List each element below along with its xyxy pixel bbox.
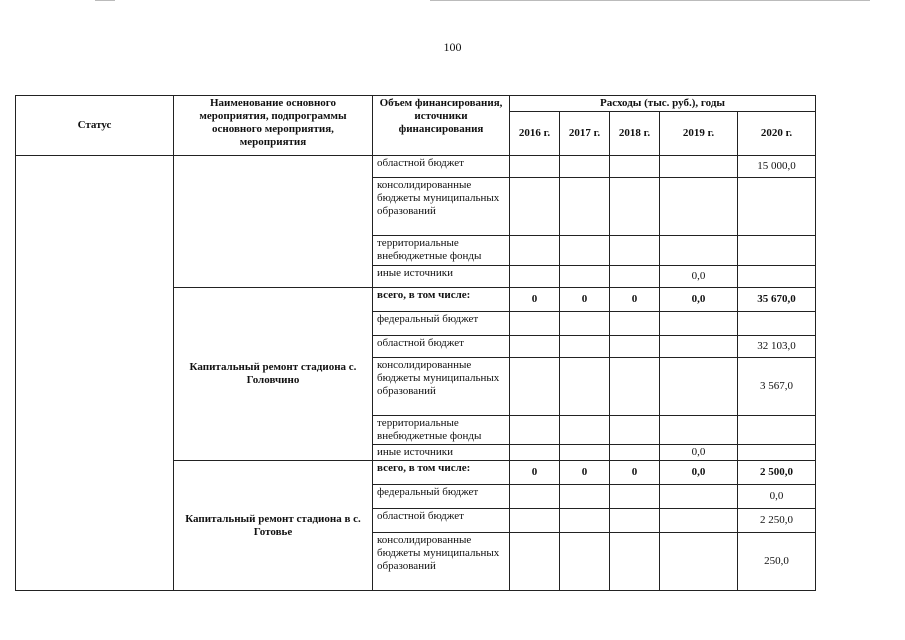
value-2019: 0,0: [660, 461, 738, 485]
value-2017: [560, 312, 610, 336]
value-2019: 0,0: [660, 445, 738, 461]
value-2018: [610, 533, 660, 591]
value-2017: [560, 533, 610, 591]
source-cell: консолидированные бюджеты муниципальных образований: [373, 533, 510, 591]
scan-edge-mark: [95, 0, 115, 1]
value-2017: [560, 509, 610, 533]
page-number: 100: [443, 40, 462, 54]
value-2017: [560, 358, 610, 416]
value-2018: [610, 509, 660, 533]
value-2016: [510, 416, 560, 445]
value-2020: 2 500,0: [738, 461, 816, 485]
value-2018: [610, 445, 660, 461]
source-cell: всего, в том числе:: [373, 288, 510, 312]
value-2020: 15 000,0: [738, 156, 816, 178]
value-2020: [738, 445, 816, 461]
source-cell: иные источники: [373, 266, 510, 288]
value-2020: [738, 416, 816, 445]
value-2016: [510, 236, 560, 266]
value-2018: [610, 266, 660, 288]
value-2016: [510, 266, 560, 288]
value-2020: [738, 178, 816, 236]
value-2019: 0,0: [660, 266, 738, 288]
header-year-2017: 2017 г.: [560, 112, 610, 156]
source-cell: федеральный бюджет: [373, 312, 510, 336]
value-2019: [660, 178, 738, 236]
value-2019: [660, 533, 738, 591]
source-cell: консолидированные бюджеты муниципальных образований: [373, 178, 510, 236]
value-2018: [610, 236, 660, 266]
value-2018: [610, 358, 660, 416]
source-cell: территориальные внебюджетные фонды: [373, 236, 510, 266]
value-2019: [660, 312, 738, 336]
source-cell: консолидированные бюджеты муниципальных образований: [373, 358, 510, 416]
value-2016: [510, 533, 560, 591]
section-name-cell: Капитальный ремонт стадиона в с. Готовье: [174, 461, 373, 591]
value-2019: [660, 156, 738, 178]
value-2019: [660, 358, 738, 416]
source-cell: областной бюджет: [373, 336, 510, 358]
value-2016: 0: [510, 288, 560, 312]
source-cell: федеральный бюджет: [373, 485, 510, 509]
value-2017: [560, 336, 610, 358]
value-2020: [738, 266, 816, 288]
value-2018: 0: [610, 461, 660, 485]
header-status: Статус: [16, 96, 174, 156]
header-volume: Объем финансирования, источники финансирования: [373, 96, 510, 156]
value-2018: [610, 178, 660, 236]
budget-table-container: [15, 95, 816, 591]
header-year-2016: 2016 г.: [510, 112, 560, 156]
value-2018: [610, 312, 660, 336]
value-2018: 0: [610, 288, 660, 312]
value-2019: [660, 236, 738, 266]
value-2019: 0,0: [660, 288, 738, 312]
value-2017: 0: [560, 288, 610, 312]
header-year-2018: 2018 г.: [610, 112, 660, 156]
source-cell: областной бюджет: [373, 509, 510, 533]
value-2018: [610, 336, 660, 358]
value-2019: [660, 509, 738, 533]
source-cell: территориальные внебюджетные фонды: [373, 416, 510, 445]
value-2020: 3 567,0: [738, 358, 816, 416]
value-2016: [510, 156, 560, 178]
value-2016: [510, 312, 560, 336]
value-2018: [610, 156, 660, 178]
value-2016: [510, 336, 560, 358]
value-2017: [560, 156, 610, 178]
value-2020: 2 250,0: [738, 509, 816, 533]
value-2016: [510, 178, 560, 236]
header-expenses: Расходы (тыс. руб.), годы: [510, 96, 816, 112]
table-row: [16, 156, 816, 178]
value-2017: [560, 485, 610, 509]
value-2016: [510, 358, 560, 416]
value-2018: [610, 416, 660, 445]
value-2017: [560, 236, 610, 266]
value-2020: [738, 312, 816, 336]
value-2017: 0: [560, 461, 610, 485]
value-2020: [738, 236, 816, 266]
value-2017: [560, 178, 610, 236]
value-2016: [510, 485, 560, 509]
source-cell: иные источники: [373, 445, 510, 461]
section-name-cell: [174, 156, 373, 288]
value-2020: 250,0: [738, 533, 816, 591]
value-2020: 32 103,0: [738, 336, 816, 358]
value-2016: [510, 445, 560, 461]
value-2019: [660, 336, 738, 358]
value-2017: [560, 266, 610, 288]
value-2016: [510, 509, 560, 533]
value-2016: 0: [510, 461, 560, 485]
value-2017: [560, 416, 610, 445]
status-cell: [16, 156, 174, 591]
scan-edge-mark: [430, 0, 870, 1]
value-2019: [660, 416, 738, 445]
value-2020: 0,0: [738, 485, 816, 509]
value-2018: [610, 485, 660, 509]
value-2020: 35 670,0: [738, 288, 816, 312]
section-name-cell: Капитальный ремонт стадиона с. Головчино: [174, 288, 373, 461]
budget-table: [15, 95, 816, 591]
header-name: Наименование основного мероприятия, подпрограммы основного мероприятия, мероприятия: [174, 96, 373, 156]
header-year-2020: 2020 г.: [738, 112, 816, 156]
source-cell: всего, в том числе:: [373, 461, 510, 485]
value-2019: [660, 485, 738, 509]
value-2017: [560, 445, 610, 461]
header-year-2019: 2019 г.: [660, 112, 738, 156]
source-cell: областной бюджет: [373, 156, 510, 178]
